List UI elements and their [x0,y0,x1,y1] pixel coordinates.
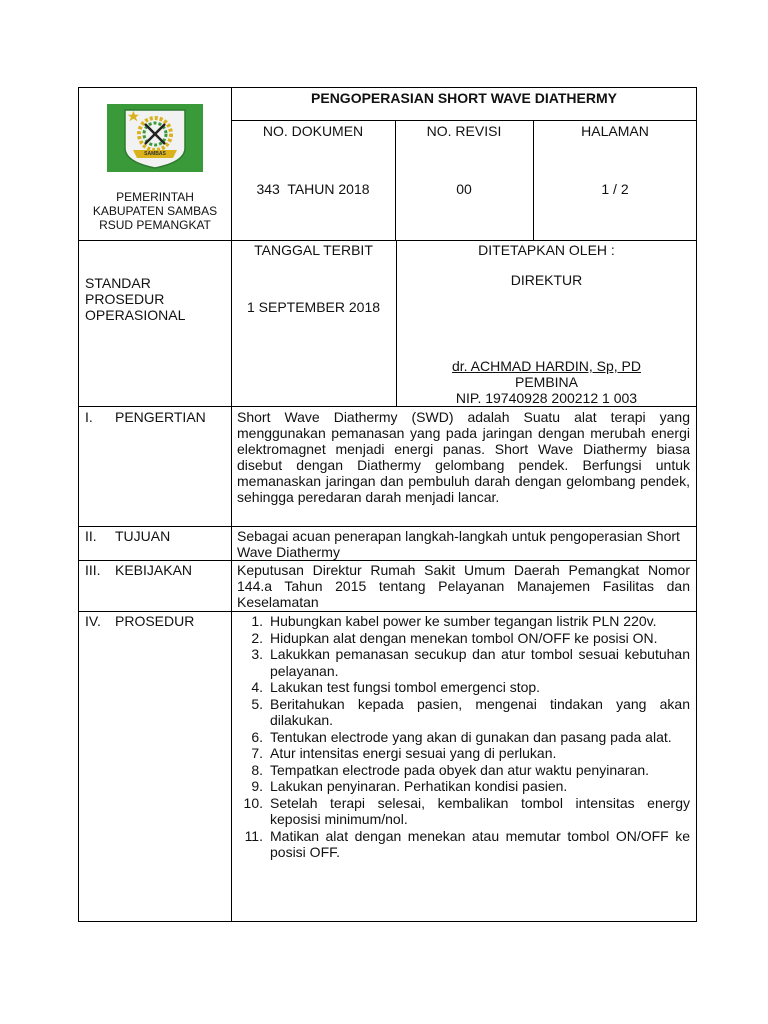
sop-line1: STANDAR [85,275,151,291]
prosedur-step [237,646,690,679]
pengertian-num: I. [85,409,93,425]
halaman-value: 1 / 2 [601,181,629,197]
sop-document [78,87,697,922]
prosedur-step [237,745,690,762]
step-text: Beritahukan kepada pasien, mengenai tindakan yang akan dilakukan. [270,695,690,728]
signatory-rank: PEMBINA [514,374,578,390]
step-text: Tentukan electrode yang akan di gunakan dan pasang pada alat. [270,728,672,745]
divider-tujuan [79,560,697,561]
step-text: Lakukan penyinaran. Perhatikan kondisi pasien. [270,778,568,794]
step-number: 5. [251,695,263,712]
step-text: Setelah terapi selesai, kembalikan tombol intensitas energy keposisi minimum/nol. [270,794,690,827]
signatory-name: dr. ACHMAD HARDIN, Sp, PD [451,358,642,374]
pengertian-label: PENGERTIAN [115,409,206,425]
divider-header-row1 [79,240,697,241]
step-text: Hidupkan alat dengan menekan tombol ON/OFF ke posisi ON. [270,629,658,646]
step-text: Matikan alat dengan menekan atau memutar tombol ON/OFF ke posisi OFF. [270,827,690,860]
prosedur-label: PROSEDUR [115,613,195,629]
divider-title [231,120,697,121]
step-number: 1. [251,613,263,629]
pengertian-text: Short Wave Diathermy (SWD) adalah Suatu alat terapi yang menggunakan pemanasan yang pada jaringan dengan merubah energi elektromagnet menjadi energi panas. Short Wave Diathermy biasa disebut dengan Diathermy gelombang pendek. Berfungsi untuk memanaskan jaringan dan pembuluh darah dengan gelombang pendek, sehingga peredaran darah menjadi lancar. [237,409,690,505]
org-line3: RSUD PEMANGKAT [99,218,211,232]
no-revisi-value: 00 [456,181,472,197]
tujuan-text: Sebagai acuan penerapan langkah-langkah untuk pengoperasian Short Wave Diathermy [237,528,680,560]
org-line2: KABUPATEN SAMBAS [92,204,218,218]
prosedur-step [237,795,690,828]
tanggal-terbit-label: TANGGAL TERBIT [254,242,373,258]
step-number: 7. [251,745,263,761]
no-dokumen-label: NO. DOKUMEN [262,123,364,139]
kebijakan-num: III. [85,562,101,578]
signatory-block [396,358,697,406]
doc-title: PENGOPERASIAN SHORT WAVE DIATHERMY [311,90,617,106]
divider-pengertian [79,526,697,527]
prosedur-step [237,828,690,861]
tanggal-terbit-value: 1 SEPTEMBER 2018 [246,299,381,315]
step-number: 3. [251,646,263,662]
sop-line2: PROSEDUR [85,291,165,307]
step-number: 11. [244,827,263,844]
prosedur-steps [237,613,690,861]
divider-kebijakan [79,611,697,612]
prosedur-step [237,630,690,647]
divider-left-column [231,88,232,922]
step-text: Lakukkan pemanasan secukup dan atur tombol sesuai kebutuhan pelayanan. [270,646,690,679]
step-text: Hubungkan kabel power ke sumber tegangan listrik PLN 220v. [270,613,657,629]
step-text: Lakukan test fungsi tombol emergenci stop. [270,679,541,695]
tujuan-label: TUJUAN [115,528,171,544]
halaman-label: HALAMAN [581,123,649,139]
prosedur-step [237,696,690,729]
prosedur-step [237,778,690,795]
prosedur-step [237,729,690,746]
prosedur-step [237,762,690,779]
step-number: 10. [243,794,263,811]
prosedur-num: IV. [85,613,101,629]
step-number: 2. [251,629,263,646]
direktur-label: DIREKTUR [510,272,583,288]
step-text: Atur intensitas energi sesuai yang di perlukan. [270,745,557,761]
org-name [79,190,231,232]
sop-label [85,275,229,323]
prosedur-step [237,679,690,696]
step-number: 8. [251,761,263,778]
prosedur-list [237,613,690,861]
step-number: 9. [251,778,263,794]
prosedur-step [237,613,690,630]
org-line1: PEMERINTAH [116,190,194,204]
divider-header-end [79,406,697,407]
kebijakan-label: KEBIJAKAN [115,562,193,578]
step-text: Tempatkan electrode pada obyek dan atur waktu penyinaran. [270,761,650,778]
signatory-nip: NIP. 19740928 200212 1 003 [455,390,638,406]
sop-line3: OPERASIONAL [85,307,186,323]
step-number: 6. [251,728,263,745]
logo-banner-text: SAMBAS [144,151,166,157]
no-revisi-label: NO. REVISI [426,123,502,139]
no-dokumen-value: 343 TAHUN 2018 [256,181,370,197]
tujuan-num: II. [85,528,97,544]
ditetapkan-label: DITETAPKAN OLEH : [478,242,615,258]
step-number: 4. [251,679,263,695]
kebijakan-text: Keputusan Direktur Rumah Sakit Umum Daerah Pemangkat Nomor 144.a Tahun 2015 tentang Pelayanan Manajemen Fasilitas dan Keselamatan [237,562,690,610]
sambas-logo [107,104,203,172]
